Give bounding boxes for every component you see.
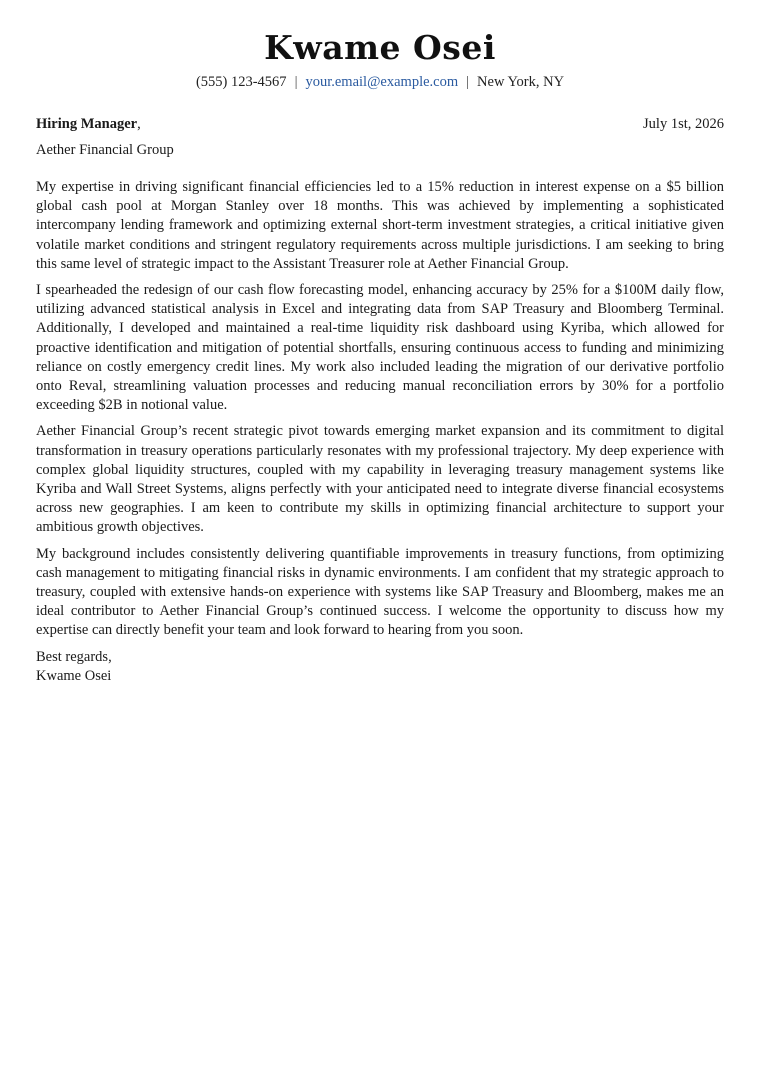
body-paragraph: My background includes consistently delivering quantifiable improvements in treasury functions, from optimizing cash management to mitigating financial risks in dynamic environments. I am confident that my strategic approach to treasury, coupled with extensive hands-on experience with systems like SAP Treasury and Bloomberg, makes me an ideal contributor to Aether Financial Group’s continued success. I welcome the opportunity to discuss how my expertise can directly benefit your team and look forward to hearing from you soon. [36,545,724,639]
closing-block [36,648,724,686]
contact-separator: | [466,74,470,90]
recipient-name: Hiring Manager [36,116,138,132]
location: New York, NY [477,74,565,90]
phone-number: (555) 123-4567 [195,74,287,90]
contact-separator: | [294,74,298,90]
recipient-suffix: , [137,116,141,132]
contact-line [36,72,724,92]
recipient-line [36,114,141,134]
applicant-name: Kwame Osei [264,28,496,67]
body-paragraph: My expertise in driving significant financial efficiencies led to a 15% reduction in interest expense on a $5 billion global cash pool at Morgan Stanley over 18 months. This was achieved by implementing a sophisticated intercompany lending framework and optimizing external short-term investment strategies, a critical initiative given volatile market conditions and stringent regulatory requirements across multiple jurisdictions. I am seeking to bring this same level of strategic impact to the Assistant Treasurer role at Aether Financial Group. [36,179,724,272]
company-name: Aether Financial Group [36,142,174,158]
letter-date: July 1st, 2026 [643,116,724,132]
recipient-date-row [36,114,724,134]
body-paragraph: I spearheaded the redesign of our cash flow forecasting model, enhancing accuracy by 25% for a $100M daily flow, utilizing advanced statistical analysis in Excel and integrating data from SAP Treasury and Bloomberg Terminal. Additionally, I developed and maintained a real-time liquidity risk dashboard using Kyriba, which allowed for proactive identification and mitigation of potential shortfalls, ensuring continuous access to funding and minimizing reliance on costly emergency credit lines. My work also included leading the migration of our derivative portfolio onto Reval, streamlining valuation processes and reducing manual reconciliation errors by 30% for a portfolio exceeding $2B in notional value. [36,282,724,414]
body-paragraph: Aether Financial Group’s recent strategic pivot towards emerging market expansion and its commitment to digital transformation in treasury operations particularly resonates with my professional trajectory. My deep experience with complex global liquidity structures, coupled with my capability in leveraging treasury management systems like Kyriba and Wall Street Systems, aligns perfectly with your anticipated need to integrate diverse financial ecosystems across new geographies. I am keen to contribute my skills in optimizing financial architecture to support your ambitious growth objectives. [36,423,724,536]
email-link[interactable]: your.email@example.com [305,74,459,90]
closing-salutation: Best regards, [36,648,112,665]
signature-name: Kwame Osei [36,667,112,684]
letter-body [36,178,724,641]
